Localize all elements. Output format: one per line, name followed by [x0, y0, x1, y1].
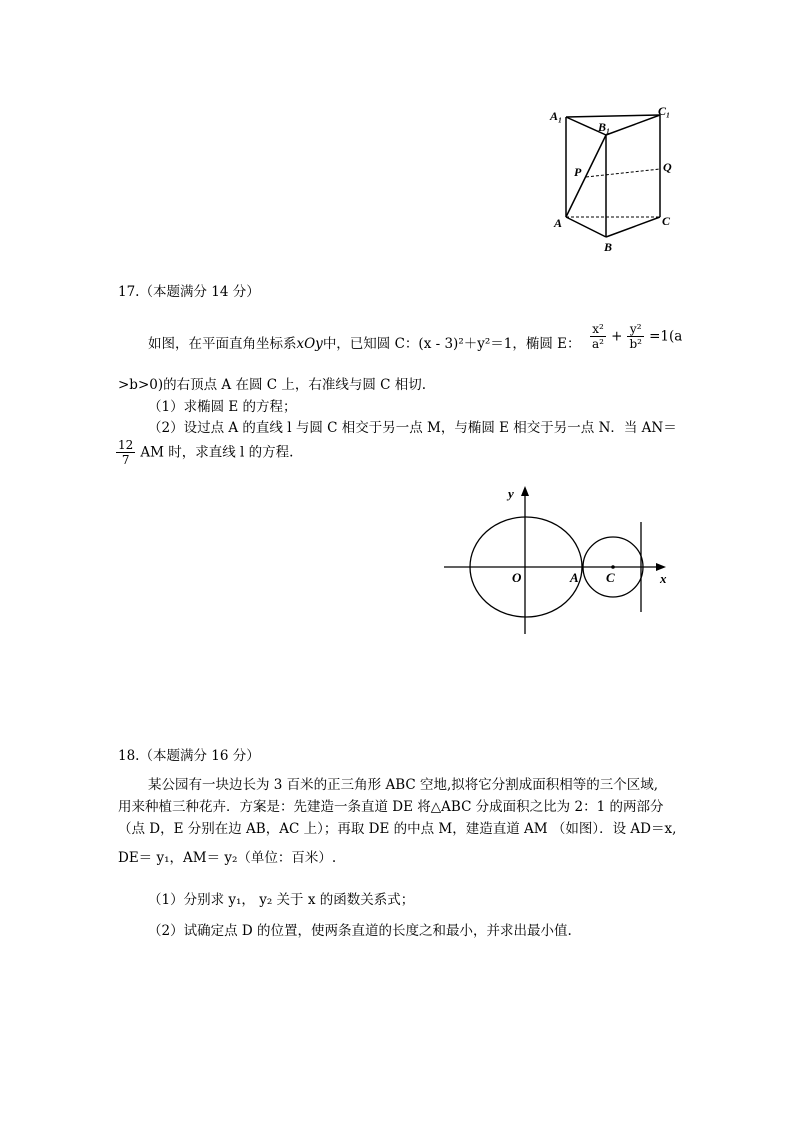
q18-header: 18.（本题满分 16 分） [118, 748, 260, 764]
segment-ab1 [566, 135, 606, 217]
q18-paragraph-4: DE＝ y₁，AM＝ y₂（单位：百米）. [118, 850, 337, 866]
q17-frac-y-den: b² [629, 337, 642, 351]
q18-paragraph-2: 用来种植三种花卉．方案是：先建造一条直道 DE 将△ABC 分成面积之比为 2：1 的两部分 [118, 799, 664, 815]
q17-part1: （1）求椭圆 E 的方程； [148, 399, 297, 415]
q17-intro-a: 如图，在平面直角坐标系 [148, 336, 297, 352]
q17-eq-tail: =1(a [649, 328, 683, 345]
label-p: P [574, 165, 582, 179]
q17-frac-12-7 [116, 438, 135, 467]
label-y: y [508, 486, 514, 501]
q18-paragraph-1: 某公园有一块边长为 3 百米的正三角形 ABC 空地,拟将它分割成面积相等的三个区域, [148, 777, 659, 793]
edge-a1c1 [566, 115, 660, 117]
q17-intro-var: xOy [296, 336, 323, 352]
q17-frac-x [590, 322, 606, 351]
q17-header: 17.（本题满分 14 分） [118, 284, 260, 300]
prism-figure [548, 105, 678, 255]
q17-frac-y [627, 322, 644, 351]
q17-part2-b: AM 时，求直线 l 的方程. [140, 444, 294, 461]
q17-plus: + [611, 328, 623, 345]
segment-pq [586, 169, 660, 177]
label-a: A [554, 216, 563, 230]
label-c: C [662, 214, 671, 228]
edge-b1c1 [606, 115, 660, 135]
q18-part1: （1）分别求 y₁， y₂ 关于 x 的函数关系式； [148, 892, 415, 908]
q17-ellipse-equation [590, 322, 682, 351]
label-a1: A₁ [550, 109, 563, 123]
label-c1: C₁ [658, 105, 671, 118]
q17-frac-x-num: x² [590, 322, 606, 337]
circle-ellipse-figure [440, 482, 680, 642]
q17-part2-b-line [116, 438, 293, 467]
q17-frac-12-7-num: 12 [118, 438, 134, 452]
label-q: Q [663, 160, 672, 174]
edge-ab [566, 217, 606, 237]
y-axis-arrow [521, 486, 529, 496]
q17-line2: >b>0)的右顶点 A 在圆 C 上，右准线与圆 C 相切. [118, 377, 427, 393]
label-b1: B₁ [598, 120, 611, 134]
label-a-graph: A [570, 570, 579, 585]
label-b: B [604, 240, 613, 254]
x-axis-arrow [656, 563, 666, 571]
q17-frac-12-7-den: 7 [121, 453, 130, 467]
edge-bc [606, 217, 660, 237]
label-o: O [512, 570, 522, 585]
q17-frac-y-num: y² [627, 322, 644, 337]
q17-intro [148, 334, 581, 354]
point-c [611, 565, 615, 569]
q17-part2-a: （2）设过点 A 的直线 l 与圆 C 相交于另一点 M，与椭圆 E 相交于另一点 N．当 AN＝ [148, 420, 677, 436]
label-x: x [660, 571, 667, 586]
q18-paragraph-3: （点 D，E 分别在边 AB，AC 上）；再取 DE 的中点 M，建造直道 AM （如图）．设 AD＝x, [118, 821, 677, 837]
q17-intro-b: 中，已知圆 C：(x - 3)²＋y²＝1，椭圆 E： [322, 336, 581, 352]
q18-part2: （2）试确定点 D 的位置，使两条直道的长度之和最小，并求出最小值. [148, 923, 572, 939]
q17-frac-x-den: a² [592, 337, 604, 351]
label-c-graph: C [606, 570, 615, 585]
